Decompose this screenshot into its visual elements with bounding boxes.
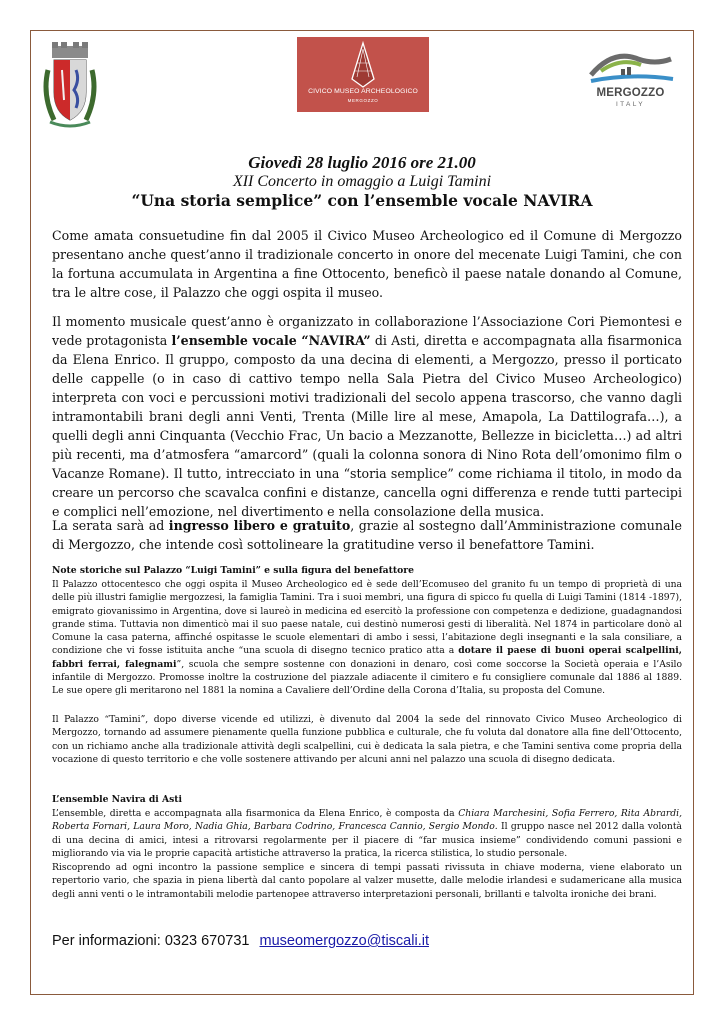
entry-text-c: , grazie al sostegno dall’Amministrazione comunale di Mergozzo, che intende così sottolineare la gratitudine verso il benefattore Tamini. — [52, 518, 683, 552]
entry-text-a: La serata sarà ad — [52, 518, 169, 533]
mergozzo-logo-sub: ITALY — [615, 101, 646, 108]
ensemble-notes-heading: L’ensemble Navira di Asti — [52, 794, 182, 805]
contact-phone: Per informazioni: 0323 670731 — [52, 933, 250, 949]
museo-logo-text: CIVICO MUSEO ARCHEOLOGICO — [308, 88, 418, 95]
ensemble-note-1-a: L’ensemble, diretta e accompagnata alla fisarmonica da Elena Enrico, è composta da — [52, 808, 459, 819]
program-text-a: Il momento musicale quest’anno è organizzato in collaborazione l’Associazione Cori Piemontesi e vede protagonista — [52, 314, 682, 348]
history-note-1-a: Il Palazzo ottocentesco che oggi ospita il Museo Archeologico ed è sede dell’Ecomuseo del granito fu un tempo di proprietà di una delle più illustri famiglie mergozzesi, la famiglia Tamini. Tra i suoi membri, una figura di spicco fu quella di Luigi Tamini (1814 -1897), emigrato giovanissimo in Argentina, dove si laureò in medicina ed esercitò la professione con competenza e dedizione, guadagnandosi grande stima. Tuttavia non dimenticò mai il suo paese natale, cui destinò numerosi gesti di liberalità. Nel 1874 in particolare donò al Comune la casa paterna, affinché ospitasse le scuole elementari di ambo i sessi, l’abitazione degli insegnanti e la sala consiliare, a condizione che vi fosse istituita anche “una scuola di disegno tecnico pratico atta a — [52, 579, 682, 657]
event-date: Giovedì 28 luglio 2016 ore 21.00 — [248, 153, 476, 172]
entry-paragraph — [52, 516, 682, 554]
history-note-1-c: ”, scuola che sempre sostenne con donazioni in denaro, così come soccorse la Società operaia e l’Asilo infantile di Mergozzo. Promosse inoltre la costruzione del piazzale adiacente il cimitero e fu consigliere comunale dal 1886 al 1889. Le sue opere gli meritarono nel 1881 la nomina a Cavaliere dell’Ordine della Corona d’Italia, su proposta del Comune. — [52, 658, 682, 697]
municipal-crest-logo — [40, 40, 100, 132]
history-note-1 — [52, 578, 682, 698]
contact-email-link[interactable]: museomergozzo@tiscali.it — [259, 933, 429, 949]
ensemble-note-1-c: . Il gruppo nasce nel 2012 dalla volontà di una decina di amici, intesi a ritrovarsi regolarmente per il piacere di “far musica insieme” condividendo comuni passioni e migliorando via via le proprie capacità artistiche attraverso la pratica, la ricerca stilistica, lo studio personale. — [52, 821, 682, 859]
intro-paragraph: Come amata consuetudine fin dal 2005 il Civico Museo Archeologico ed il Comune di Mergozzo presentano anche quest’anno il tradizionale concerto in onore del mecenate Luigi Tamini, che con la fortuna accumulata in Argentina a fine Ottocento, beneficò il paese natale donando al Comune, tra le altre cose, il Palazzo che oggi ospita il museo. — [52, 228, 682, 300]
event-title: “Una storia semplice” con l’ensemble vocale NAVIRA — [131, 191, 593, 210]
arrowhead-icon — [297, 39, 429, 89]
mergozzo-logo-word: MERGOZZO — [596, 87, 665, 99]
ensemble-name-highlight: l’ensemble vocale “NAVIRA” — [171, 333, 371, 348]
ensemble-members: Chiara Marchesini, Sofia Ferrero, Rita Abrardi, Roberta Fornari, Laura Moro, Nadia Ghia, Barbara Codrino, Francesca Cannio, Sergio Mondo — [52, 808, 683, 833]
free-entry-highlight: ingresso libero e gratuito — [168, 518, 351, 533]
history-note-1-bold: dotare il paese di buoni operai scalpellini, fabbri ferrai, falegnami — [52, 645, 682, 670]
mergozzo-italy-logo — [583, 45, 678, 110]
ensemble-note-1 — [52, 807, 682, 860]
history-note-2: Il Palazzo “Tamini”, dopo diverse vicende ed utilizzi, è divenuto dal 2004 la sede del rinnovato Civico Museo Archeologico di Mergozzo, tornando ad assumere pienamente quella funzione pubblica e culturale, che fu voluta dal donatore alla fine dell’Ottocento, con un richiamo anche alla tradizionale attività degli scalpellini, cui è dedicata la sala pietra, e che Tamini sentiva come propria della vocazione di questo territorio e che volle sostenere attivando per alcuni anni nel palazzo una scuola di disegno dedicata. — [52, 714, 682, 765]
history-notes-heading: Note storiche sul Palazzo “Luigi Tamini” e sulla figura del benefattore — [52, 565, 414, 576]
ensemble-note-2: Riscoprendo ad ogni incontro la passione semplice e sincera di tempi passati rivissuta in chiave moderna, viene elaborato un repertorio vario, che spazia in piena libertà dal canto popolare al valzer musette, dalle melodie irlandesi e sudamericane alla musica degli anni venti o le intramontabili melodie partenopee attraverso interpretazioni personali, brillanti e talvolta ironiche dei brani. — [52, 862, 682, 900]
museo-archeologico-logo — [297, 37, 429, 112]
contact-line — [52, 933, 429, 949]
concert-subtitle: XII Concerto in omaggio a Luigi Tamini — [232, 173, 492, 190]
museo-logo-subtext: MERGOZZO — [347, 98, 379, 103]
mountain-lake-icon — [583, 45, 678, 87]
program-paragraph — [52, 312, 682, 521]
program-text-c: di Asti, diretta e accompagnata alla fisarmonica da Elena Enrico. Il gruppo, composto da una decina di elementi, a Mergozzo, presso il porticato delle cappelle (o in caso di cattivo tempo nella Sala Pietra del Civico Museo Archeologico) interpreta con voci e percussioni motivi tradizionali del secolo appena trascorso, che vanno dagli intramontabili brani degli anni Venti, Trenta (Mille lire al mese, Amapola, La Dattilografa…), a quelli degli anni Cinquanta (Vecchio Frac, Un bacio a Mezzanotte, Bellezze in bicicletta…) ad altri più recenti, ma d’atmosfera “amarcord” (quali la colonna sonora di Nino Rota dell’omonimo film o Vacanze Romane). Il tutto, intrecciato in una “storia semplice” come richiama il titolo, in modo da creare un percorso che scavalca confini e distanze, cancella ogni differenza e rende tutti partecipi e complici nell’emozione, nel divertimento e nella consolazione della musica. — [52, 333, 682, 519]
